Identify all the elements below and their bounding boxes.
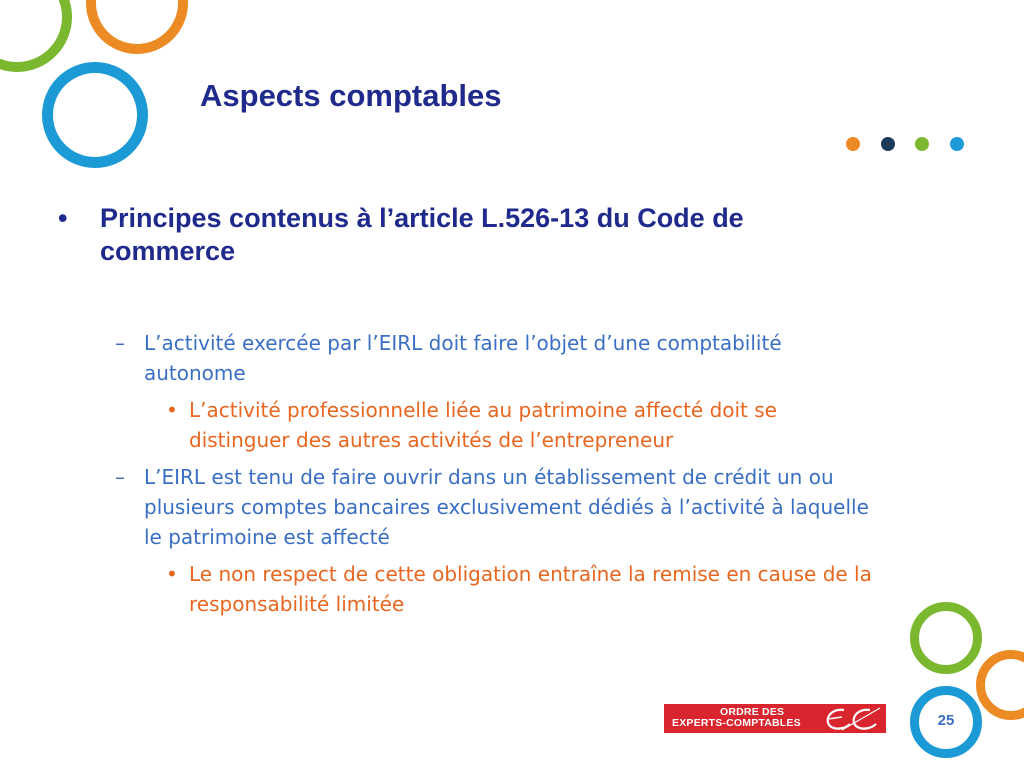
dash-marker: –: [115, 331, 125, 355]
detail-item: [58, 395, 878, 455]
detail-item: [58, 559, 878, 619]
subpoint-item: [58, 328, 878, 388]
slide-body: [58, 202, 872, 619]
logo-line-1: ORDRE DES: [720, 706, 785, 718]
green-ring-decoration: [0, 0, 72, 72]
subpoint-text: L’EIRL est tenu de faire ouvrir dans un établissement de crédit un ou plusieurs comptes bancaires exclusivement dédiés à l’activité à laquelle le patrimoine est affecté: [144, 465, 869, 549]
navy-dot-decoration: [881, 137, 895, 151]
page-number: 25: [937, 712, 955, 729]
ordre-experts-comptables-logo: [664, 704, 886, 733]
subpoint-item: [58, 462, 878, 552]
blue-ring-decoration: [42, 62, 148, 168]
orange-ring-decoration: [86, 0, 188, 54]
slide-title: Aspects comptables: [200, 78, 502, 113]
detail-text: Le non respect de cette obligation entraîne la remise en cause de la responsabilité limitée: [189, 562, 872, 616]
green-dot-decoration: [915, 137, 929, 151]
detail-text: L’activité professionnelle liée au patrimoine affecté doit se distinguer des autres activités de l’entrepreneur: [189, 398, 777, 452]
heading-bullet-item: [58, 202, 858, 268]
dash-marker: –: [115, 465, 125, 489]
bullet-marker: •: [58, 203, 68, 233]
orange-ring-decoration: [976, 650, 1024, 720]
subpoint-text: L’activité exercée par l’EIRL doit faire l’objet d’une comptabilité autonome: [144, 331, 782, 385]
green-ring-decoration: [910, 602, 982, 674]
bullet-marker: •: [166, 398, 178, 422]
bullet-marker: •: [166, 562, 178, 586]
orange-dot-decoration: [846, 137, 860, 151]
blue-dot-decoration: [950, 137, 964, 151]
heading-text: Principes contenus à l’article L.526-13 du Code de commerce: [100, 203, 744, 266]
logo-line-2: EXPERTS-COMPTABLES: [672, 717, 801, 729]
ec-monogram-icon: [822, 706, 882, 732]
